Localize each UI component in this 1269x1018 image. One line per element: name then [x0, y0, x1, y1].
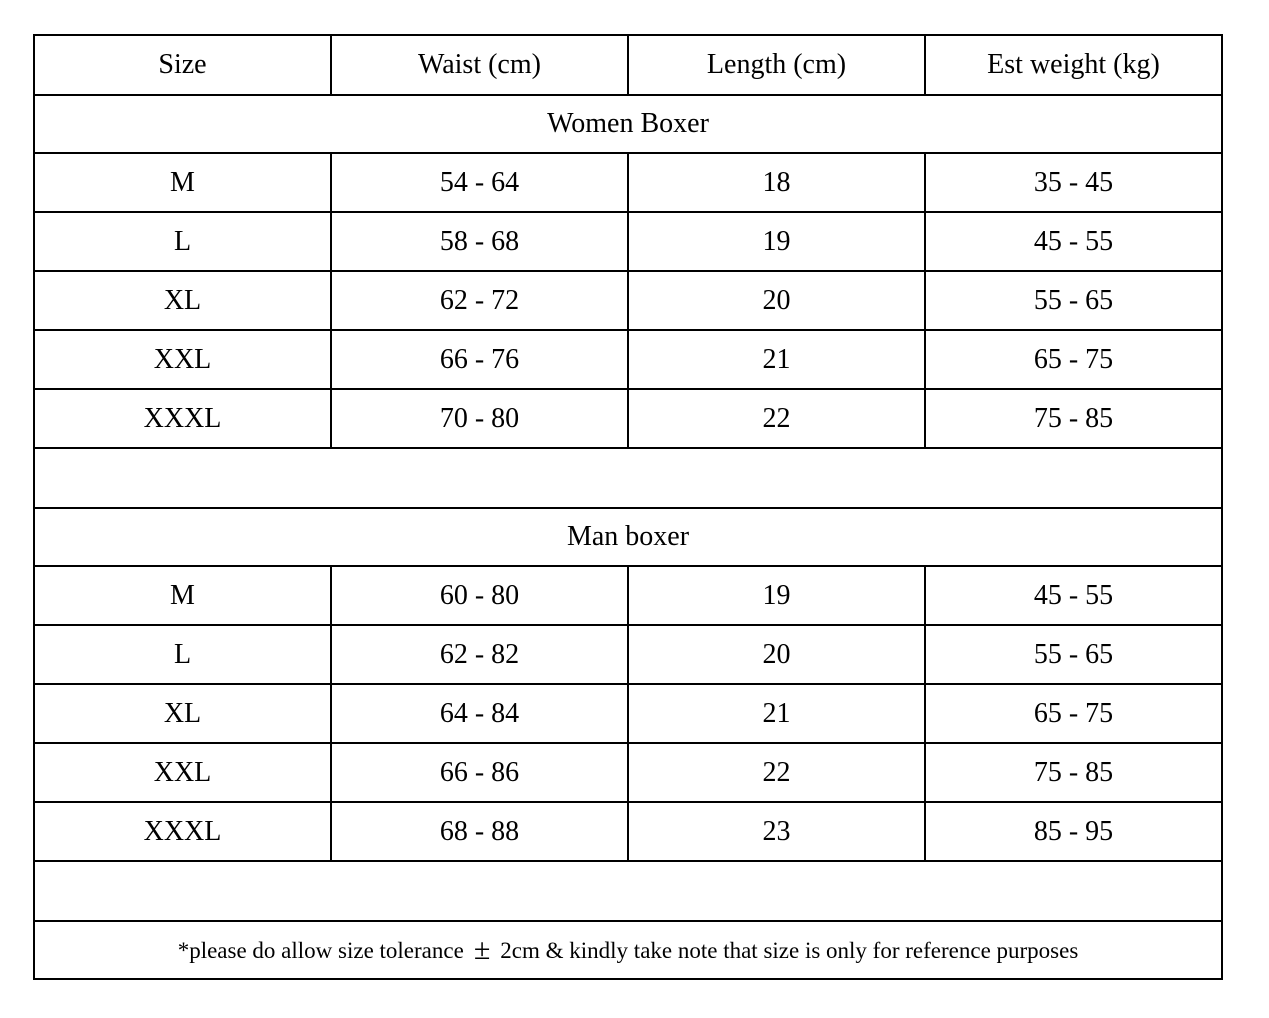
section-header-row	[34, 508, 1222, 566]
length-cell: 23	[628, 802, 925, 861]
table-row	[34, 212, 1222, 271]
spacer-cell	[34, 448, 1222, 508]
length-cell: 22	[628, 743, 925, 802]
size-cell: XXXL	[34, 389, 331, 448]
length-cell: 20	[628, 625, 925, 684]
plus-minus-symbol: ±	[473, 933, 491, 966]
weight-cell: 45 - 55	[925, 212, 1222, 271]
size-cell: XXL	[34, 330, 331, 389]
weight-cell: 75 - 85	[925, 389, 1222, 448]
length-cell: 19	[628, 212, 925, 271]
weight-cell: 45 - 55	[925, 566, 1222, 625]
waist-cell: 54 - 64	[331, 153, 628, 212]
waist-cell: 66 - 86	[331, 743, 628, 802]
weight-cell: 75 - 85	[925, 743, 1222, 802]
col-header-length: Length (cm)	[628, 35, 925, 95]
table-row	[34, 625, 1222, 684]
section-title-man-boxer: Man boxer	[34, 508, 1222, 566]
weight-cell: 55 - 65	[925, 625, 1222, 684]
size-cell: M	[34, 566, 331, 625]
spacer-row	[34, 861, 1222, 921]
table-row	[34, 743, 1222, 802]
size-cell: XXXL	[34, 802, 331, 861]
waist-cell: 60 - 80	[331, 566, 628, 625]
column-header-row	[34, 35, 1222, 95]
waist-cell: 66 - 76	[331, 330, 628, 389]
table-row	[34, 153, 1222, 212]
table-row	[34, 684, 1222, 743]
weight-cell: 85 - 95	[925, 802, 1222, 861]
length-cell: 20	[628, 271, 925, 330]
waist-cell: 64 - 84	[331, 684, 628, 743]
length-cell: 19	[628, 566, 925, 625]
footnote-text-suffix: 2cm & kindly take note that size is only for reference purposes	[500, 938, 1079, 963]
size-cell: XL	[34, 271, 331, 330]
waist-cell: 62 - 82	[331, 625, 628, 684]
size-cell: M	[34, 153, 331, 212]
length-cell: 22	[628, 389, 925, 448]
col-header-size: Size	[34, 35, 331, 95]
length-cell: 18	[628, 153, 925, 212]
weight-cell: 65 - 75	[925, 684, 1222, 743]
size-cell: XL	[34, 684, 331, 743]
weight-cell: 65 - 75	[925, 330, 1222, 389]
waist-cell: 68 - 88	[331, 802, 628, 861]
col-header-weight: Est weight (kg)	[925, 35, 1222, 95]
size-chart-table	[33, 34, 1223, 980]
spacer-row	[34, 448, 1222, 508]
waist-cell: 62 - 72	[331, 271, 628, 330]
waist-cell: 70 - 80	[331, 389, 628, 448]
length-cell: 21	[628, 330, 925, 389]
size-chart	[33, 34, 1223, 980]
footnote-cell	[34, 921, 1222, 979]
weight-cell: 35 - 45	[925, 153, 1222, 212]
footnote-text-prefix: *please do allow size tolerance	[177, 938, 464, 963]
length-cell: 21	[628, 684, 925, 743]
weight-cell: 55 - 65	[925, 271, 1222, 330]
footnote-row	[34, 921, 1222, 979]
section-header-row	[34, 95, 1222, 153]
section-title-women-boxer: Women Boxer	[34, 95, 1222, 153]
col-header-waist: Waist (cm)	[331, 35, 628, 95]
table-row	[34, 566, 1222, 625]
table-row	[34, 330, 1222, 389]
table-row	[34, 389, 1222, 448]
waist-cell: 58 - 68	[331, 212, 628, 271]
size-cell: L	[34, 212, 331, 271]
size-cell: L	[34, 625, 331, 684]
spacer-cell	[34, 861, 1222, 921]
table-row	[34, 271, 1222, 330]
size-cell: XXL	[34, 743, 331, 802]
table-row	[34, 802, 1222, 861]
